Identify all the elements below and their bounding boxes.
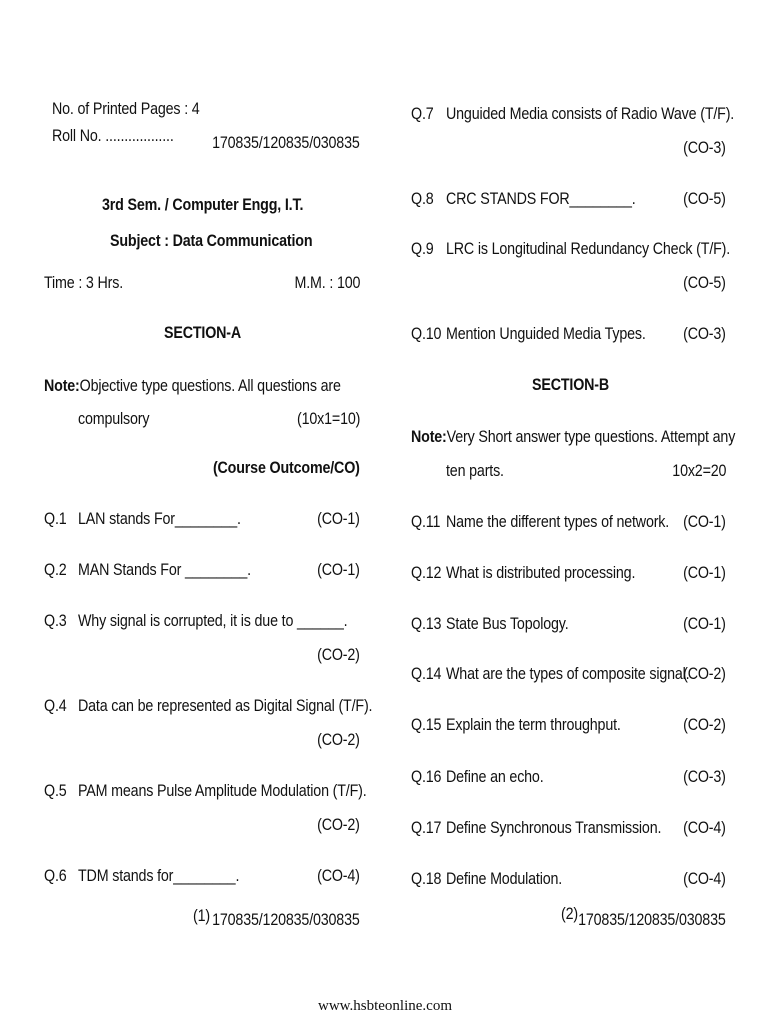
co-label: (CO-2) — [683, 664, 726, 683]
question-text: CRC STANDS FOR________. — [446, 189, 636, 208]
question-text: Explain the term throughput. — [446, 715, 621, 734]
subject-heading: Subject : Data Communication — [110, 231, 313, 250]
question-number: Q.12 — [411, 563, 442, 582]
question-text: Mention Unguided Media Types. — [446, 324, 646, 343]
question-number: Q.4 — [44, 696, 67, 715]
co-label: (CO-2) — [317, 815, 360, 834]
question-text: State Bus Topology. — [446, 614, 569, 633]
co-label: (CO-3) — [683, 767, 726, 786]
section-b-title: SECTION-B — [532, 375, 610, 394]
page-number-left: (1) — [193, 906, 210, 925]
section-b-note — [411, 427, 735, 447]
co-label: (CO-3) — [683, 138, 726, 157]
time-allowed: Time : 3 Hrs. — [44, 273, 124, 292]
question-number: Q.16 — [411, 767, 442, 786]
co-label: (CO-4) — [683, 818, 726, 837]
page-number-right: (2) — [561, 904, 578, 923]
question-text: PAM means Pulse Amplitude Modulation (T/F). — [78, 781, 367, 800]
co-label: (CO-4) — [317, 866, 360, 885]
roll-no: Roll No. .................. — [52, 126, 174, 145]
question-number: Q.1 — [44, 509, 67, 528]
co-label: (CO-3) — [683, 324, 726, 343]
question-text: Why signal is corrupted, it is due to ______. — [78, 611, 348, 630]
question-text: What are the types of composite signal. — [446, 664, 690, 683]
co-label: (CO-2) — [317, 645, 360, 664]
question-text: Define Modulation. — [446, 869, 563, 888]
co-label: (CO-5) — [683, 273, 726, 292]
co-label: (CO-1) — [317, 509, 360, 528]
question-number: Q.5 — [44, 781, 67, 800]
printed-pages: No. of Printed Pages : 4 — [52, 99, 200, 118]
question-number: Q.14 — [411, 664, 442, 683]
note-marks: (10x1=10) — [296, 409, 360, 428]
question-number: Q.6 — [44, 866, 67, 885]
co-label: (CO-1) — [683, 512, 726, 531]
section-a-note — [44, 376, 341, 396]
question-number: Q.10 — [411, 324, 442, 343]
question-text: Name the different types of network. — [446, 512, 670, 531]
question-number: Q.2 — [44, 560, 67, 579]
website-link[interactable]: www.hsbteonline.com — [317, 998, 452, 1014]
note-text: Objective type questions. All questions are — [79, 376, 341, 395]
question-number: Q.13 — [411, 614, 442, 633]
paper-code-right: 170835/120835/030835 — [578, 910, 726, 929]
question-number: Q.15 — [411, 715, 442, 734]
question-number: Q.9 — [411, 239, 434, 258]
note-text-2: ten parts. — [446, 461, 504, 480]
course-outcome-label: (Course Outcome/CO) — [213, 458, 360, 477]
co-label: (CO-1) — [683, 563, 726, 582]
co-label: (CO-2) — [683, 715, 726, 734]
question-text: MAN Stands For ________. — [78, 560, 251, 579]
note-text-2: compulsory — [78, 409, 150, 428]
co-label: (CO-5) — [683, 189, 726, 208]
note-label: Note: — [44, 376, 80, 395]
co-label: (CO-1) — [317, 560, 360, 579]
co-label: (CO-2) — [317, 730, 360, 749]
section-a-title: SECTION-A — [164, 323, 242, 342]
question-number: Q.8 — [411, 189, 434, 208]
question-text: LRC is Longitudinal Redundancy Check (T/F). — [446, 239, 731, 258]
question-number: Q.18 — [411, 869, 442, 888]
question-text: Define an echo. — [446, 767, 544, 786]
question-text: Data can be represented as Digital Signal (T/F). — [78, 696, 373, 715]
question-text: Unguided Media consists of Radio Wave (T/F). — [446, 104, 735, 123]
note-text: Very Short answer type questions. Attempt any — [446, 427, 736, 446]
max-marks: M.M. : 100 — [294, 273, 360, 292]
question-text: Define Synchronous Transmission. — [446, 818, 662, 837]
question-text: LAN stands For________. — [78, 509, 241, 528]
co-label: (CO-1) — [683, 614, 726, 633]
note-marks: 10x2=20 — [671, 461, 726, 480]
question-number: Q.11 — [411, 512, 441, 531]
paper-code-left: 170835/120835/030835 — [212, 910, 360, 929]
question-text: What is distributed processing. — [446, 563, 636, 582]
paper-code-top: 170835/120835/030835 — [212, 133, 360, 152]
question-text: TDM stands for________. — [78, 866, 240, 885]
note-label: Note: — [411, 427, 447, 446]
semester-heading: 3rd Sem. / Computer Engg, I.T. — [102, 195, 304, 214]
question-number: Q.17 — [411, 818, 442, 837]
co-label: (CO-4) — [683, 869, 726, 888]
question-number: Q.7 — [411, 104, 434, 123]
question-number: Q.3 — [44, 611, 67, 630]
